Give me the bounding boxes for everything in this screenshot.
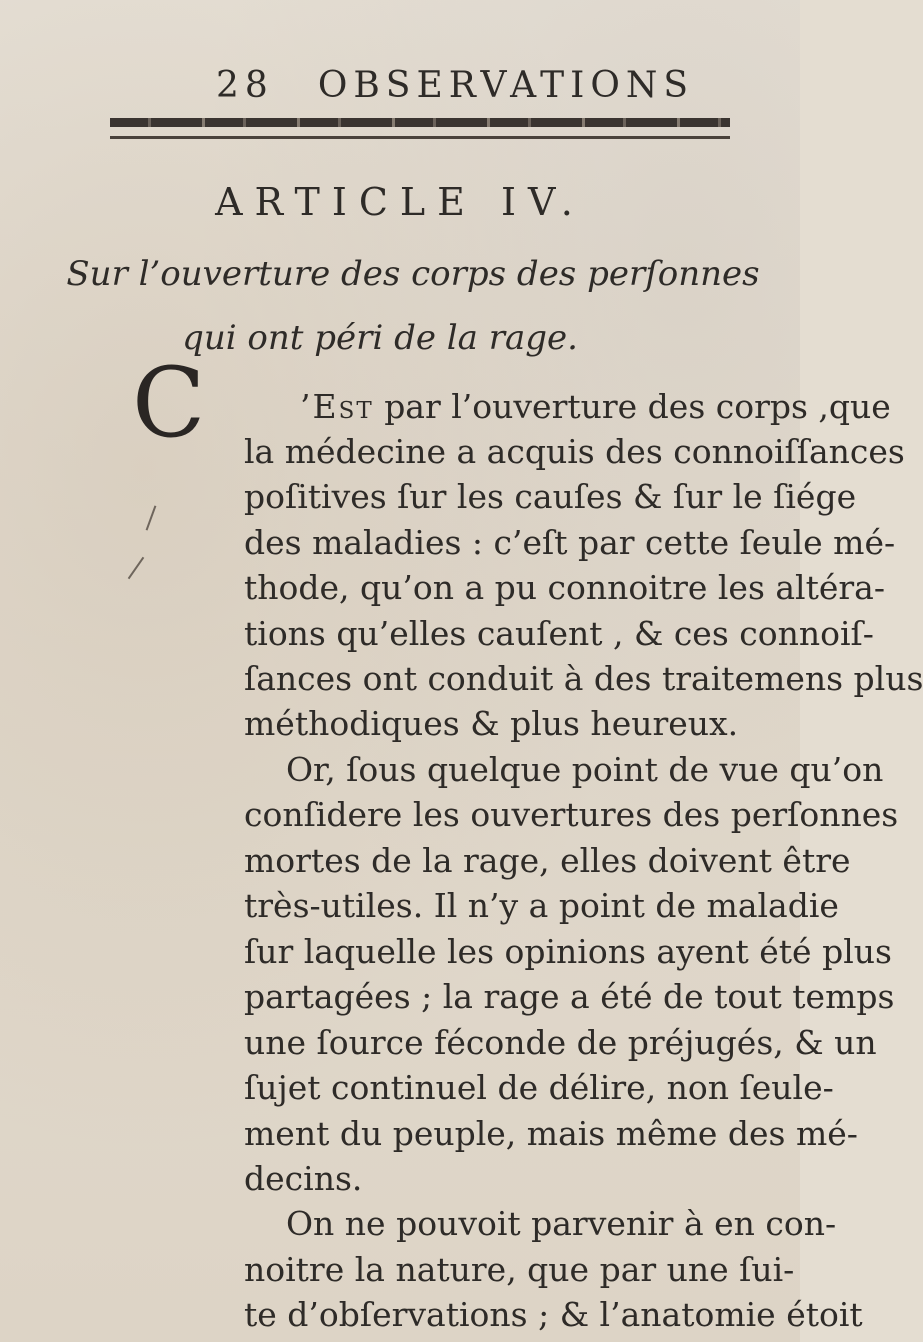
text-line: te d’obſervations ; & l’anatomie étoit — [244, 1295, 863, 1334]
drop-cap: C — [132, 347, 206, 459]
margin-mark — [146, 505, 157, 530]
text-line: la médecine a acquis des connoiſſances — [244, 432, 905, 471]
text-line: des maladies : c’eſt par cette ſeule mé- — [244, 523, 896, 562]
text-line: une ſource féconde de préjugés, & un — [244, 1023, 877, 1062]
text-line: decins. — [244, 1159, 363, 1198]
text-line: ſur laquelle les opinions ayent été plus — [244, 932, 892, 971]
subtitle-line-1: Sur l’ouverture des corps des perſonnes — [66, 254, 760, 294]
text-line: conſidere les ouvertures des perſonnes — [244, 795, 899, 834]
text-line: tions qu’elles cauſent , & ces connoiſ- — [244, 614, 874, 653]
subtitle-line-2: qui ont péri de la rage. — [182, 318, 578, 358]
text-line: très-utiles. Il n’y a point de maladie — [244, 886, 839, 925]
ornamental-rule — [110, 118, 730, 127]
text-line: ſances ont conduit à des traitemens plus — [244, 659, 923, 698]
text-line: mortes de la rage, elles doivent être — [244, 841, 851, 880]
thin-rule — [110, 136, 730, 139]
text-line: méthodiques & plus heureux. — [244, 704, 739, 743]
text-line: thode, qu’on a pu connoitre les altéra- — [244, 568, 885, 607]
running-header — [216, 62, 760, 110]
margin-mark — [128, 557, 145, 579]
text-line: ſujet continuel de délire, non ſeule- — [244, 1068, 834, 1107]
first-word: ’Est — [300, 387, 374, 426]
text-line-1 — [300, 385, 891, 429]
text-line: poſitives ſur les cauſes & ſur le ſiége — [244, 477, 857, 516]
text-line-1-rest: par l’ouverture des corps ,que — [384, 387, 891, 426]
text-line: On ne pouvoit parvenir à en con- — [286, 1204, 837, 1243]
text-line: partagées ; la rage a été de tout temps — [244, 977, 895, 1016]
text-line: Or, ſous quelque point de vue qu’on — [286, 750, 884, 789]
text-line: noitre la nature, que par une ſui- — [244, 1250, 795, 1289]
running-title: OBSERVATIONS — [317, 65, 695, 106]
article-heading: ARTICLE IV. — [215, 180, 585, 224]
page-number: 28 — [216, 65, 274, 106]
text-line: ment du peuple, mais même des mé- — [244, 1114, 858, 1153]
